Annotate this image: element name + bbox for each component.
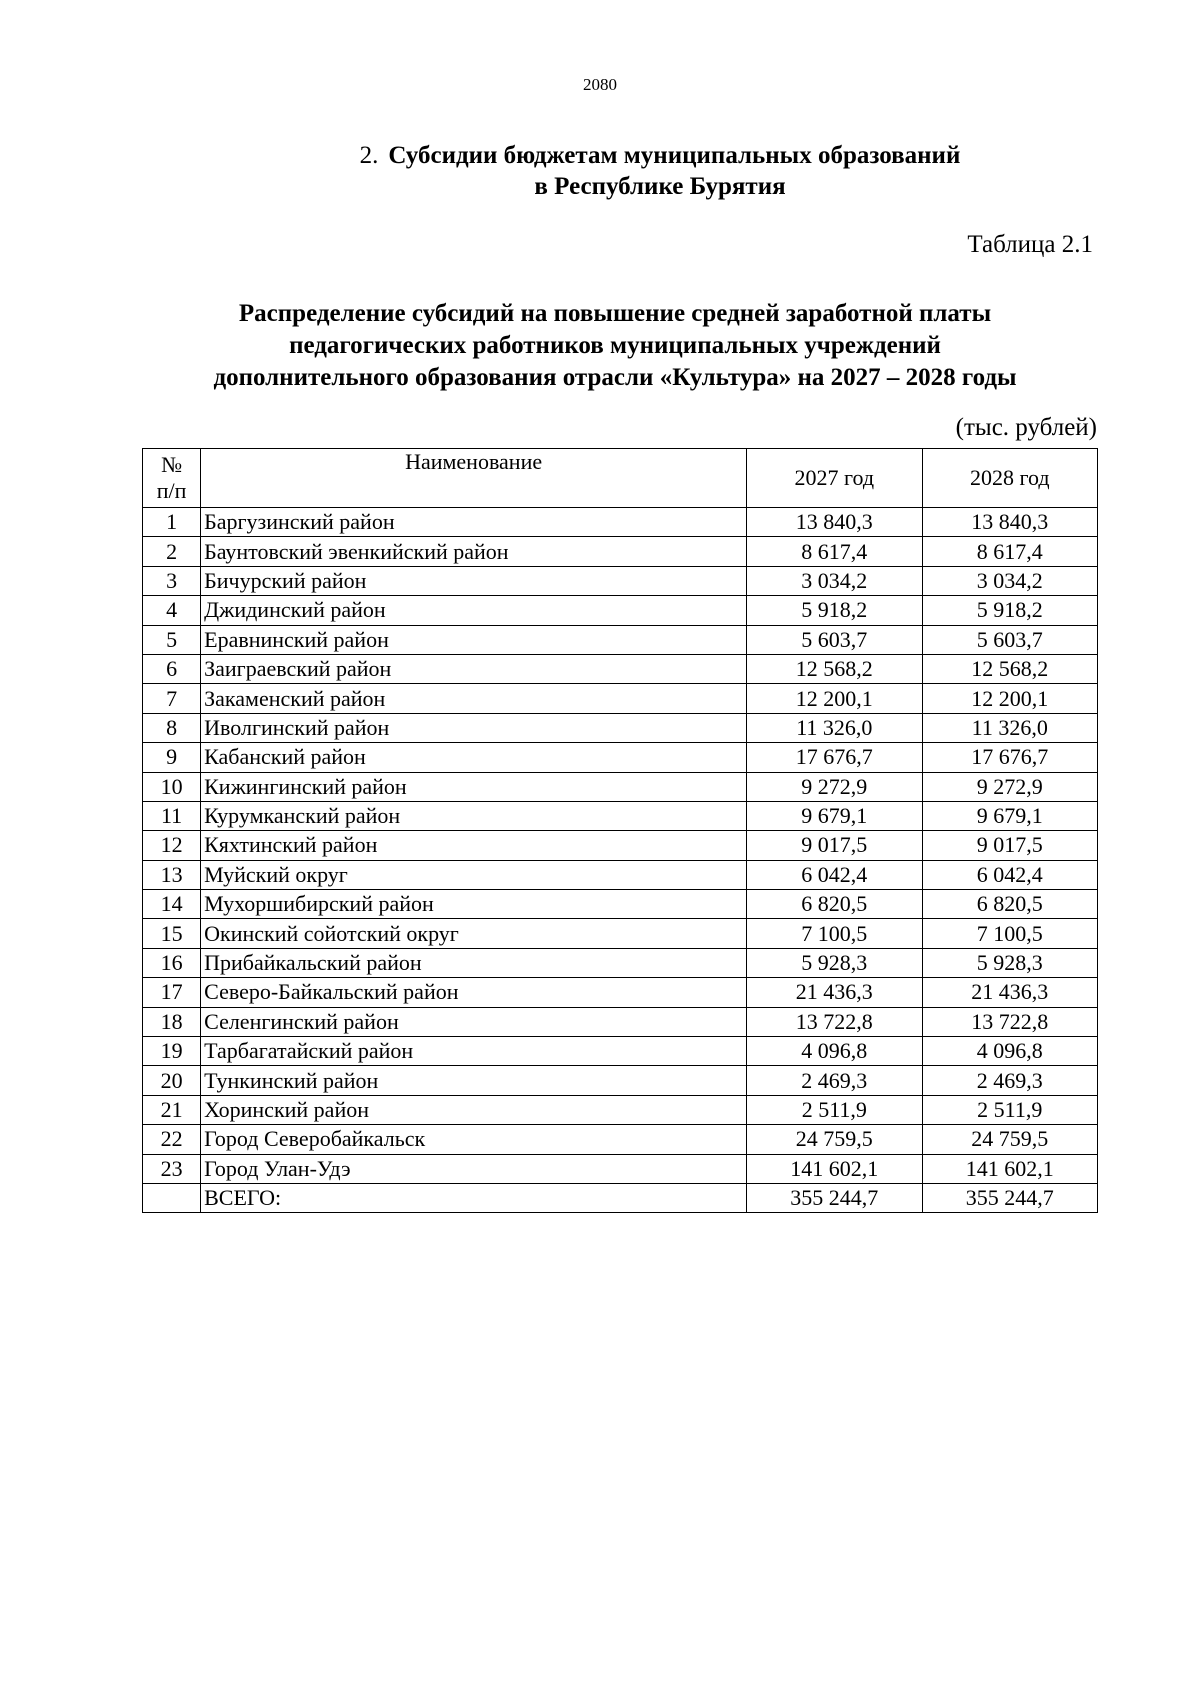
row-value-2027: 3 034,2 (747, 566, 922, 595)
row-value-2028: 9 679,1 (922, 801, 1097, 830)
row-name: Джидинский район (201, 596, 747, 625)
row-name: Северо-Байкальский район (201, 978, 747, 1007)
row-name: Иволгинский район (201, 713, 747, 742)
row-number: 10 (143, 772, 201, 801)
row-value-2027: 2 511,9 (747, 1095, 922, 1124)
row-name: Кижингинский район (201, 772, 747, 801)
row-value-2027: 8 617,4 (747, 537, 922, 566)
units-label: (тыс. рублей) (955, 414, 1097, 441)
table-row (143, 508, 1098, 537)
row-value-2028: 4 096,8 (922, 1037, 1097, 1066)
row-value-2028: 141 602,1 (922, 1154, 1097, 1183)
section-title-line1 (300, 140, 1020, 171)
row-value-2028: 17 676,7 (922, 743, 1097, 772)
row-number: 5 (143, 625, 201, 654)
row-value-2028: 3 034,2 (922, 566, 1097, 595)
row-number: 4 (143, 596, 201, 625)
table-header-row (143, 449, 1098, 508)
row-value-2027: 4 096,8 (747, 1037, 922, 1066)
row-value-2028: 12 200,1 (922, 684, 1097, 713)
row-name: Хоринский район (201, 1095, 747, 1124)
section-title-text: Субсидии бюджетам муниципальных образований (388, 142, 961, 169)
row-value-2028: 12 568,2 (922, 654, 1097, 683)
row-value-2028: 7 100,5 (922, 919, 1097, 948)
row-value-2027: 355 244,7 (747, 1183, 922, 1212)
row-number: 17 (143, 978, 201, 1007)
row-value-2028: 13 840,3 (922, 508, 1097, 537)
row-number: 9 (143, 743, 201, 772)
row-number: 8 (143, 713, 201, 742)
table-row (143, 919, 1098, 948)
row-number: 12 (143, 831, 201, 860)
table-row (143, 890, 1098, 919)
row-value-2028: 13 722,8 (922, 1007, 1097, 1036)
table-row (143, 860, 1098, 889)
header-name: Наименование (201, 449, 747, 508)
row-value-2028: 6 820,5 (922, 890, 1097, 919)
row-number: 1 (143, 508, 201, 537)
row-number: 7 (143, 684, 201, 713)
table-row (143, 772, 1098, 801)
row-value-2027: 13 722,8 (747, 1007, 922, 1036)
row-name: Город Северобайкальск (201, 1125, 747, 1154)
row-number: 21 (143, 1095, 201, 1124)
row-name: Заиграевский район (201, 654, 747, 683)
row-value-2027: 12 200,1 (747, 684, 922, 713)
row-value-2027: 24 759,5 (747, 1125, 922, 1154)
table-row (143, 831, 1098, 860)
row-value-2028: 24 759,5 (922, 1125, 1097, 1154)
table-row (143, 1125, 1098, 1154)
header-2028: 2028 год (922, 449, 1097, 508)
row-value-2028: 355 244,7 (922, 1183, 1097, 1212)
row-value-2027: 9 017,5 (747, 831, 922, 860)
row-value-2027: 21 436,3 (747, 978, 922, 1007)
row-value-2028: 5 928,3 (922, 948, 1097, 977)
row-number: 11 (143, 801, 201, 830)
table-row (143, 1007, 1098, 1036)
row-value-2027: 6 042,4 (747, 860, 922, 889)
table-heading-line3: дополнительного образования отрасли «Культура» на 2027 – 2028 годы (213, 364, 1017, 391)
row-value-2028: 5 918,2 (922, 596, 1097, 625)
row-value-2027: 17 676,7 (747, 743, 922, 772)
row-number: 22 (143, 1125, 201, 1154)
table-row (143, 684, 1098, 713)
row-value-2027: 5 918,2 (747, 596, 922, 625)
row-value-2027: 11 326,0 (747, 713, 922, 742)
row-value-2027: 9 272,9 (747, 772, 922, 801)
table-row (143, 1095, 1098, 1124)
row-value-2028: 2 469,3 (922, 1066, 1097, 1095)
table-heading-line2: педагогических работников муниципальных учреждений (289, 332, 941, 359)
header-num (143, 449, 201, 508)
row-value-2027: 7 100,5 (747, 919, 922, 948)
row-name: Тункинский район (201, 1066, 747, 1095)
table-row (143, 537, 1098, 566)
table-row (143, 1037, 1098, 1066)
row-number: 15 (143, 919, 201, 948)
row-number: 19 (143, 1037, 201, 1066)
row-number: 6 (143, 654, 201, 683)
row-name: Закаменский район (201, 684, 747, 713)
row-value-2028: 11 326,0 (922, 713, 1097, 742)
row-name: Муйский округ (201, 860, 747, 889)
row-value-2027: 9 679,1 (747, 801, 922, 830)
row-name: Курумканский район (201, 801, 747, 830)
table-row (143, 1066, 1098, 1095)
row-name: Тарбагатайский район (201, 1037, 747, 1066)
row-value-2027: 5 928,3 (747, 948, 922, 977)
row-number: 13 (143, 860, 201, 889)
table-row (143, 743, 1098, 772)
table-heading-line1: Распределение субсидий на повышение средней заработной платы (238, 300, 992, 327)
page-number: 2080 (583, 75, 617, 94)
row-number: 14 (143, 890, 201, 919)
row-number: 18 (143, 1007, 201, 1036)
table-heading (150, 298, 1080, 394)
row-name: Баргузинский район (201, 508, 747, 537)
row-number: 16 (143, 948, 201, 977)
row-name: Город Улан-Удэ (201, 1154, 747, 1183)
row-value-2027: 2 469,3 (747, 1066, 922, 1095)
table-row (143, 978, 1098, 1007)
table-row (143, 713, 1098, 742)
row-value-2028: 8 617,4 (922, 537, 1097, 566)
table-row (143, 1154, 1098, 1183)
row-number: 20 (143, 1066, 201, 1095)
row-number: 2 (143, 537, 201, 566)
row-name: Селенгинский район (201, 1007, 747, 1036)
section-number: 2. (359, 142, 379, 169)
table-row (143, 596, 1098, 625)
section-title (300, 140, 1020, 202)
row-value-2028: 9 017,5 (922, 831, 1097, 860)
row-number: 23 (143, 1154, 201, 1183)
row-value-2027: 12 568,2 (747, 654, 922, 683)
row-value-2027: 141 602,1 (747, 1154, 922, 1183)
row-number: 3 (143, 566, 201, 595)
row-name: Еравнинский район (201, 625, 747, 654)
subsidy-table (142, 448, 1098, 1213)
row-value-2027: 13 840,3 (747, 508, 922, 537)
header-num-line1: № (161, 452, 183, 477)
table-row (143, 654, 1098, 683)
row-value-2028: 6 042,4 (922, 860, 1097, 889)
table-total-row (143, 1183, 1098, 1212)
row-name: Баунтовский эвенкийский район (201, 537, 747, 566)
row-name: Кабанский район (201, 743, 747, 772)
row-value-2028: 21 436,3 (922, 978, 1097, 1007)
row-value-2028: 5 603,7 (922, 625, 1097, 654)
table-label: Таблица 2.1 (967, 231, 1093, 258)
row-value-2028: 9 272,9 (922, 772, 1097, 801)
section-title-line2: в Республике Бурятия (534, 173, 786, 200)
row-name: Прибайкальский район (201, 948, 747, 977)
table-row (143, 801, 1098, 830)
row-name: Окинский сойотский округ (201, 919, 747, 948)
header-num-line2: п/п (156, 478, 187, 503)
row-name: ВСЕГО: (201, 1183, 747, 1212)
table-row (143, 625, 1098, 654)
table-row (143, 948, 1098, 977)
row-number (143, 1183, 201, 1212)
row-name: Кяхтинский район (201, 831, 747, 860)
table-row (143, 566, 1098, 595)
header-2027: 2027 год (747, 449, 922, 508)
row-value-2027: 5 603,7 (747, 625, 922, 654)
row-value-2028: 2 511,9 (922, 1095, 1097, 1124)
row-name: Мухоршибирский район (201, 890, 747, 919)
row-value-2027: 6 820,5 (747, 890, 922, 919)
row-name: Бичурский район (201, 566, 747, 595)
